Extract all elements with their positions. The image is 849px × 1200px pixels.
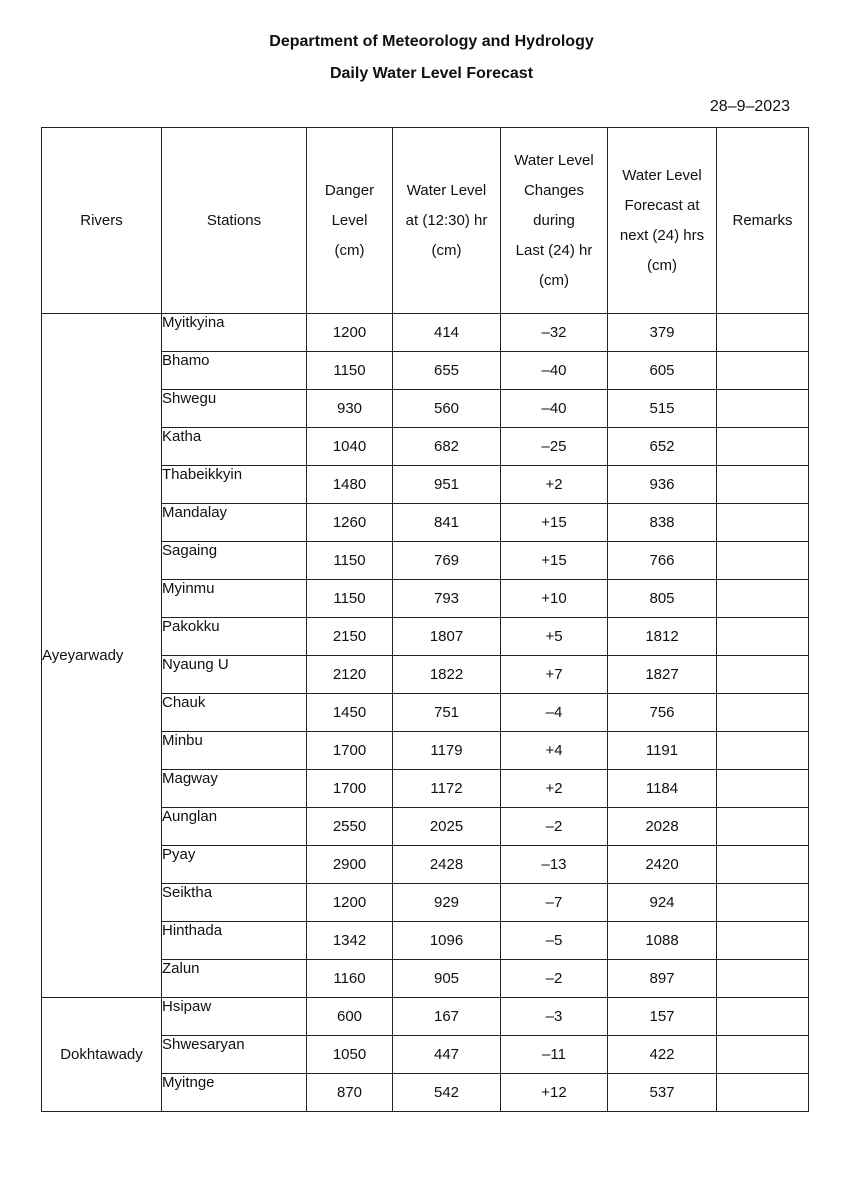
danger-level-cell: 1150: [307, 580, 393, 618]
water-level-cell: 682: [393, 428, 501, 466]
remarks-cell: [717, 884, 809, 922]
change-cell: –4: [501, 694, 608, 732]
danger-level-cell: 1150: [307, 542, 393, 580]
table-row: [42, 998, 809, 1036]
station-name: Pyay: [162, 846, 307, 884]
danger-level-cell: 930: [307, 390, 393, 428]
change-cell: –3: [501, 998, 608, 1036]
station-name: Sagaing: [162, 542, 307, 580]
station-name: Hsipaw: [162, 998, 307, 1036]
forecast-cell: 766: [608, 542, 717, 580]
remarks-cell: [717, 580, 809, 618]
station-name: Shwesaryan: [162, 1036, 307, 1074]
remarks-cell: [717, 1074, 809, 1112]
header-row: [42, 128, 809, 314]
river-name: Ayeyarwady: [42, 314, 162, 998]
danger-level-cell: 600: [307, 998, 393, 1036]
column-header-remarks: Remarks: [717, 128, 809, 314]
remarks-cell: [717, 808, 809, 846]
remarks-cell: [717, 732, 809, 770]
station-name: Magway: [162, 770, 307, 808]
change-cell: +12: [501, 1074, 608, 1112]
forecast-cell: 2420: [608, 846, 717, 884]
change-cell: +10: [501, 580, 608, 618]
change-cell: –25: [501, 428, 608, 466]
danger-level-cell: 2900: [307, 846, 393, 884]
station-name: Mandalay: [162, 504, 307, 542]
column-header-danger-level: Danger Level (cm): [307, 128, 393, 314]
forecast-cell: 936: [608, 466, 717, 504]
station-name: Minbu: [162, 732, 307, 770]
remarks-cell: [717, 314, 809, 352]
remarks-cell: [717, 770, 809, 808]
water-level-cell: 2428: [393, 846, 501, 884]
forecast-cell: 756: [608, 694, 717, 732]
forecast-cell: 897: [608, 960, 717, 998]
water-level-cell: 2025: [393, 808, 501, 846]
remarks-cell: [717, 846, 809, 884]
table-row: [42, 314, 809, 352]
station-name: Zalun: [162, 960, 307, 998]
water-level-cell: 929: [393, 884, 501, 922]
water-level-cell: 1822: [393, 656, 501, 694]
remarks-cell: [717, 998, 809, 1036]
change-cell: –2: [501, 808, 608, 846]
remarks-cell: [717, 352, 809, 390]
danger-level-cell: 870: [307, 1074, 393, 1112]
remarks-cell: [717, 466, 809, 504]
forecast-cell: 605: [608, 352, 717, 390]
station-name: Aunglan: [162, 808, 307, 846]
water-level-cell: 951: [393, 466, 501, 504]
station-name: Pakokku: [162, 618, 307, 656]
forecast-cell: 1827: [608, 656, 717, 694]
danger-level-cell: 1450: [307, 694, 393, 732]
danger-level-cell: 1160: [307, 960, 393, 998]
water-level-cell: 905: [393, 960, 501, 998]
danger-level-cell: 1050: [307, 1036, 393, 1074]
column-header-water-level: Water Level at (12:30) hr (cm): [393, 128, 501, 314]
forecast-cell: 805: [608, 580, 717, 618]
water-level-cell: 414: [393, 314, 501, 352]
remarks-cell: [717, 922, 809, 960]
remarks-cell: [717, 1036, 809, 1074]
station-name: Myitnge: [162, 1074, 307, 1112]
water-level-cell: 841: [393, 504, 501, 542]
change-cell: +15: [501, 542, 608, 580]
change-cell: –2: [501, 960, 608, 998]
change-cell: –7: [501, 884, 608, 922]
danger-level-cell: 2120: [307, 656, 393, 694]
danger-level-cell: 2150: [307, 618, 393, 656]
change-cell: –32: [501, 314, 608, 352]
forecast-cell: 1088: [608, 922, 717, 960]
forecast-cell: 652: [608, 428, 717, 466]
remarks-cell: [717, 694, 809, 732]
river-name: Dokhtawady: [42, 998, 162, 1112]
forecast-cell: 838: [608, 504, 717, 542]
change-cell: –11: [501, 1036, 608, 1074]
forecast-cell: 422: [608, 1036, 717, 1074]
danger-level-cell: 1260: [307, 504, 393, 542]
change-cell: +5: [501, 618, 608, 656]
water-level-cell: 542: [393, 1074, 501, 1112]
change-cell: –40: [501, 390, 608, 428]
water-level-cell: 1179: [393, 732, 501, 770]
water-level-table: [41, 127, 809, 1112]
page-subtitle: Daily Water Level Forecast: [329, 65, 534, 82]
forecast-cell: 157: [608, 998, 717, 1036]
remarks-cell: [717, 428, 809, 466]
water-level-cell: 560: [393, 390, 501, 428]
station-name: Shwegu: [162, 390, 307, 428]
water-level-cell: 769: [393, 542, 501, 580]
change-cell: –40: [501, 352, 608, 390]
page-title: Department of Meteorology and Hydrology: [269, 33, 594, 50]
danger-level-cell: 1200: [307, 884, 393, 922]
water-level-cell: 655: [393, 352, 501, 390]
forecast-cell: 1812: [608, 618, 717, 656]
station-name: Nyaung U: [162, 656, 307, 694]
column-header-rivers: Rivers: [42, 128, 162, 314]
column-header-forecast: Water Level Forecast at next (24) hrs (cm): [608, 128, 717, 314]
column-header-changes: Water Level Changes during Last (24) hr (cm): [501, 128, 608, 314]
water-level-cell: 751: [393, 694, 501, 732]
station-name: Hinthada: [162, 922, 307, 960]
remarks-cell: [717, 390, 809, 428]
change-cell: +2: [501, 770, 608, 808]
water-level-cell: 1172: [393, 770, 501, 808]
danger-level-cell: 1342: [307, 922, 393, 960]
water-level-cell: 447: [393, 1036, 501, 1074]
station-name: Myinmu: [162, 580, 307, 618]
forecast-cell: 515: [608, 390, 717, 428]
remarks-cell: [717, 618, 809, 656]
danger-level-cell: 1200: [307, 314, 393, 352]
station-name: Katha: [162, 428, 307, 466]
forecast-cell: 2028: [608, 808, 717, 846]
station-name: Thabeikkyin: [162, 466, 307, 504]
forecast-cell: 379: [608, 314, 717, 352]
danger-level-cell: 1480: [307, 466, 393, 504]
danger-level-cell: 1150: [307, 352, 393, 390]
danger-level-cell: 1040: [307, 428, 393, 466]
remarks-cell: [717, 504, 809, 542]
station-name: Seiktha: [162, 884, 307, 922]
forecast-cell: 537: [608, 1074, 717, 1112]
change-cell: +4: [501, 732, 608, 770]
station-name: Bhamo: [162, 352, 307, 390]
remarks-cell: [717, 960, 809, 998]
station-name: Chauk: [162, 694, 307, 732]
danger-level-cell: 1700: [307, 732, 393, 770]
forecast-cell: 924: [608, 884, 717, 922]
change-cell: +15: [501, 504, 608, 542]
danger-level-cell: 2550: [307, 808, 393, 846]
water-level-cell: 1807: [393, 618, 501, 656]
remarks-cell: [717, 656, 809, 694]
danger-level-cell: 1700: [307, 770, 393, 808]
change-cell: +2: [501, 466, 608, 504]
station-name: Myitkyina: [162, 314, 307, 352]
change-cell: +7: [501, 656, 608, 694]
forecast-cell: 1184: [608, 770, 717, 808]
column-header-stations: Stations: [162, 128, 307, 314]
report-date: 28–9–2023: [709, 98, 790, 115]
remarks-cell: [717, 542, 809, 580]
water-level-cell: 167: [393, 998, 501, 1036]
water-level-cell: 1096: [393, 922, 501, 960]
change-cell: –13: [501, 846, 608, 884]
water-level-cell: 793: [393, 580, 501, 618]
change-cell: –5: [501, 922, 608, 960]
forecast-cell: 1191: [608, 732, 717, 770]
